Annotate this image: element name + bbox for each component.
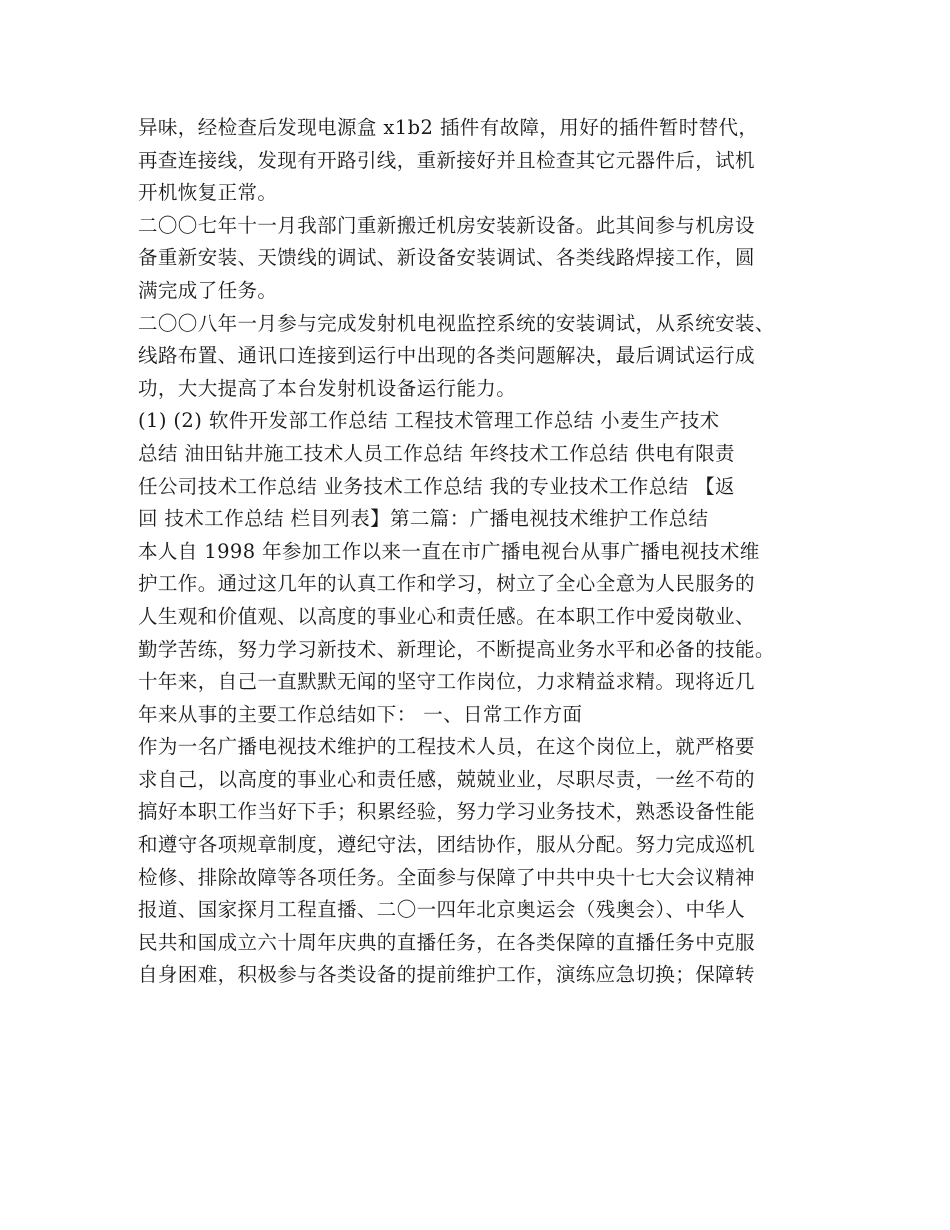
text-line: 年来从事的主要工作总结如下： 一、日常工作方面 bbox=[138, 702, 583, 726]
text-line: 和遵守各项规章制度，遵纪守法，团结协作，服从分配。努力完成巡机 bbox=[138, 833, 755, 857]
text-line: 人生观和价值观、以高度的事业心和责任感。在本职工作中爱岗敬业、 bbox=[138, 604, 755, 628]
text-line: 回 技术工作总结 栏目列表】第二篇：广播电视技术维护工作总结 bbox=[138, 507, 709, 531]
text-line: 自身困难，积极参与各类设备的提前维护工作，演练应急切换；保障转 bbox=[138, 963, 755, 987]
text-line: 报道、国家探月工程直播、二〇一四年北京奥运会（残奥会）、中华人 bbox=[138, 898, 746, 922]
text-line: 作为一名广播电视技术维护的工程技术人员，在这个岗位上，就严格要 bbox=[138, 735, 755, 759]
text-line: 搞好本职工作当好下手；积累经验，努力学习业务技术，熟悉设备性能 bbox=[138, 800, 755, 824]
text-line: 二〇〇七年十一月我部门重新搬迁机房安装新设备。此其间参与机房设 bbox=[138, 213, 755, 237]
text-line: 十年来，自己一直默默无闻的坚守工作岗位，力求精益求精。现将近几 bbox=[138, 670, 755, 694]
text-line: 护工作。通过这几年的认真工作和学习，树立了全心全意为人民服务的 bbox=[138, 572, 755, 596]
text-line: 线路布置、通讯口连接到运行中出现的各类问题解决，最后调试运行成 bbox=[138, 344, 755, 368]
text-line: 再查连接线，发现有开路引线，重新接好并且检查其它元器件后，试机 bbox=[138, 148, 755, 172]
text-line: 满完成了任务。 bbox=[138, 278, 278, 302]
text-line: 异味，经检查后发现电源盒 x1b2 插件有故障，用好的插件暂时替代， bbox=[138, 116, 759, 139]
text-line: 任公司技术工作总结 业务技术工作总结 我的专业技术工作总结 【返 bbox=[138, 474, 735, 498]
document-body bbox=[138, 112, 828, 992]
text-line: 求自己，以高度的事业心和责任感，兢兢业业，尽职尽责，一丝不苟的 bbox=[138, 767, 755, 791]
text-line: 民共和国成立六十周年庆典的直播任务，在各类保障的直播任务中克服 bbox=[138, 930, 755, 954]
text-line: (1) (2) 软件开发部工作总结 工程技术管理工作总结 小麦生产技术 bbox=[138, 409, 720, 433]
text-line: 开机恢复正常。 bbox=[138, 181, 278, 205]
text-line: 勤学苦练，努力学习新技术、新理论，不断提高业务水平和必备的技能。 bbox=[138, 637, 775, 661]
text-line: 本人自 1998 年参加工作以来一直在市广播电视台从事广播电视技术维 bbox=[138, 539, 760, 563]
text-line: 备重新安装、天馈线的调试、新设备安装调试、各类线路焊接工作，圆 bbox=[138, 246, 755, 270]
text-line: 检修、排除故障等各项任务。全面参与保障了中共中央十七大会议精神 bbox=[138, 865, 755, 889]
text-line: 功，大大提高了本台发射机设备运行能力。 bbox=[138, 376, 517, 400]
text-line: 二〇〇八年一月参与完成发射机电视监控系统的安装调试，从系统安装、 bbox=[138, 311, 775, 335]
text-line: 总结 油田钻井施工技术人员工作总结 年终技术工作总结 供电有限责 bbox=[138, 441, 735, 465]
